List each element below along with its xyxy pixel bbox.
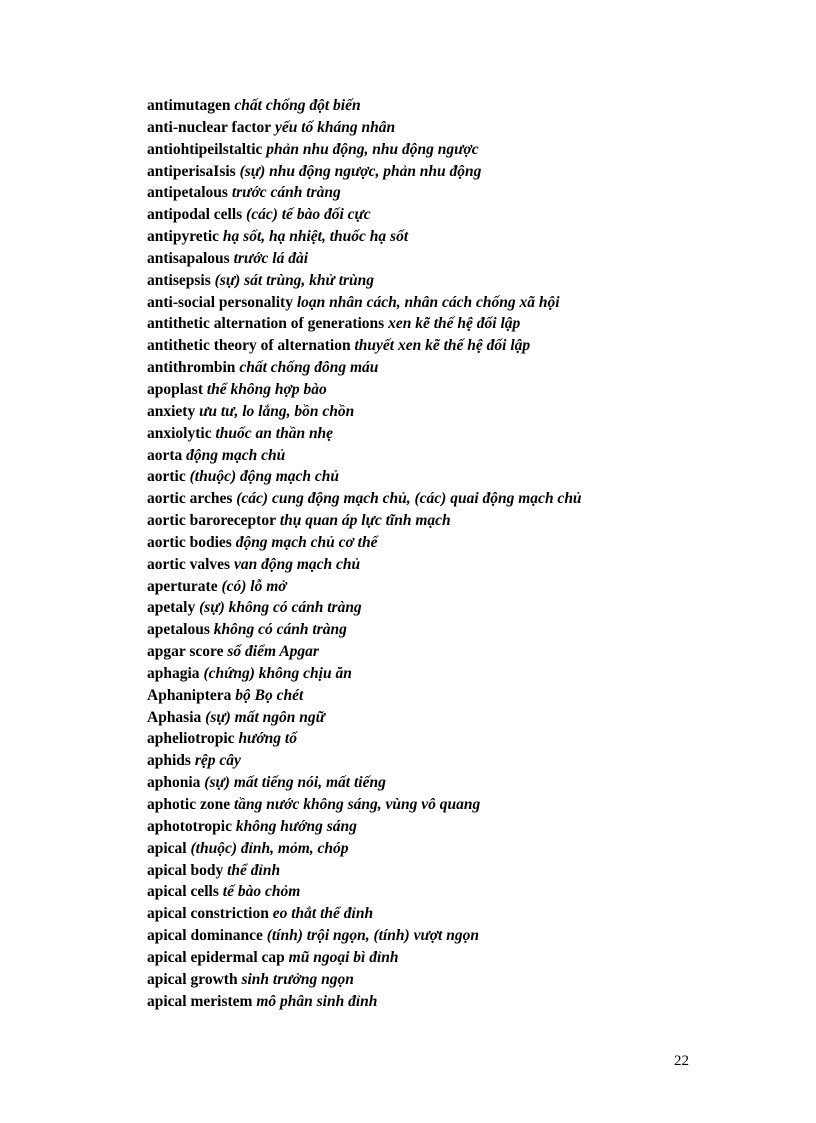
entry-term: apical epidermal cap <box>147 948 285 966</box>
entry-term: aphonia <box>147 774 201 792</box>
entry-term: apetalous <box>147 621 210 639</box>
entry-term: antipetalous <box>147 184 228 202</box>
glossary-entry <box>147 117 787 139</box>
entry-definition: chất chống đông máu <box>239 359 379 377</box>
entry-definition: không hướng sáng <box>235 817 357 835</box>
glossary-entry <box>147 881 787 903</box>
entry-definition: bộ Bọ chét <box>235 686 304 704</box>
glossary-entry <box>147 860 787 882</box>
entry-definition: tầng nước không sáng, vùng vô quang <box>233 796 481 813</box>
entry-term: aortic valves <box>147 555 231 573</box>
entry-definition: loạn nhân cách, nhân cách chống xã hội <box>296 293 560 311</box>
entry-term: anti-social personality <box>147 293 293 311</box>
glossary-entry <box>147 139 787 161</box>
glossary-entry <box>147 685 787 707</box>
entry-term: anxiolytic <box>147 424 212 442</box>
entry-definition: tế bào chỏm <box>222 883 301 901</box>
entry-definition: (thuộc) động mạch chủ <box>189 468 340 486</box>
entry-term: aperturate <box>147 577 218 595</box>
entry-term: antisapalous <box>147 249 230 267</box>
page-number: 22 <box>674 1053 689 1069</box>
entry-term: apical body <box>147 861 224 879</box>
entry-definition: (sự) sát trùng, khử trùng <box>214 271 375 289</box>
entry-definition: không có cánh tràng <box>213 621 347 639</box>
entry-definition: rệp cây <box>194 752 241 770</box>
entry-term: aphids <box>147 752 191 770</box>
entry-term: Aphaniptera <box>147 686 232 704</box>
glossary-entry <box>147 947 787 969</box>
entry-term: aphototropic <box>147 817 232 835</box>
entry-term: antithrombin <box>147 359 236 377</box>
glossary-entry <box>147 510 787 532</box>
glossary-entry <box>147 969 787 991</box>
entry-definition: số điểm Apgar <box>227 643 319 661</box>
entry-term: aortic bodies <box>147 533 232 551</box>
entry-term: apetaly <box>147 599 196 617</box>
glossary-entry <box>147 226 787 248</box>
glossary-entry <box>147 597 787 619</box>
glossary-entries <box>147 95 787 1012</box>
entry-definition: (sự) không có cánh tràng <box>199 599 362 617</box>
glossary-entry <box>147 619 787 641</box>
glossary-entry <box>147 401 787 423</box>
entry-term: apheliotropic <box>147 730 235 748</box>
glossary-entry <box>147 750 787 772</box>
glossary-entry <box>147 357 787 379</box>
entry-term: aphagia <box>147 664 200 682</box>
entry-definition: động mạch chủ cơ thể <box>235 533 378 551</box>
entry-definition: (các) tế bào đối cực <box>246 206 371 224</box>
entry-term: antipyretic <box>147 228 220 246</box>
entry-term: antiohtipeilstaltic <box>147 140 263 158</box>
entry-definition: mô phân sinh đỉnh <box>256 992 378 1010</box>
glossary-entry <box>147 663 787 685</box>
entry-term: antiperisaIsis <box>147 162 236 180</box>
entry-definition: (chứng) không chịu ăn <box>203 664 352 682</box>
entry-term: aortic <box>147 468 186 486</box>
glossary-entry <box>147 204 787 226</box>
entry-definition: mũ ngoại bì đỉnh <box>288 948 399 966</box>
glossary-entry <box>147 379 787 401</box>
entry-term: apical <box>147 839 187 857</box>
glossary-entry <box>147 313 787 335</box>
entry-term: antithetic theory of alternation <box>147 337 351 355</box>
glossary-entry <box>147 554 787 576</box>
entry-definition: hướng tố <box>238 730 297 748</box>
glossary-entry <box>147 445 787 467</box>
entry-term: apical dominance <box>147 927 263 945</box>
entry-definition: (tính) trội ngọn, (tính) vượt ngọn <box>266 927 479 945</box>
entry-definition: (thuộc) đỉnh, mỏm, chóp <box>190 839 349 857</box>
glossary-entry <box>147 423 787 445</box>
entry-definition: (sự) mất tiếng nói, mất tiếng <box>204 774 386 792</box>
entry-term: aortic baroreceptor <box>147 512 276 530</box>
entry-term: aortic arches <box>147 490 233 508</box>
entry-term: apgar score <box>147 643 224 661</box>
entry-definition: van động mạch chủ <box>233 555 361 573</box>
glossary-entry <box>147 641 787 663</box>
entry-term: apical cells <box>147 883 219 901</box>
entry-definition: thể không hợp bào <box>206 380 327 398</box>
glossary-entry <box>147 335 787 357</box>
glossary-entry <box>147 95 787 117</box>
entry-definition: phản nhu động, nhu động ngược <box>266 140 479 158</box>
entry-term: anti-nuclear factor <box>147 118 272 136</box>
glossary-entry <box>147 576 787 598</box>
glossary-entry <box>147 991 787 1013</box>
entry-term: apical meristem <box>147 992 253 1010</box>
entry-definition: hạ sốt, hạ nhiệt, thuốc hạ sốt <box>222 228 409 246</box>
entry-term: apical constriction <box>147 905 269 923</box>
glossary-entry <box>147 161 787 183</box>
entry-definition: thuốc an thần nhẹ <box>215 424 334 442</box>
entry-definition: (sự) mất ngôn ngữ <box>205 708 325 726</box>
entry-definition: thụ quan áp lực tĩnh mạch <box>279 512 451 530</box>
glossary-entry <box>147 707 787 729</box>
glossary-entry <box>147 466 787 488</box>
entry-definition: (sự) nhu động ngược, phản nhu động <box>239 162 482 180</box>
entry-term: Aphasia <box>147 708 202 726</box>
entry-term: aorta <box>147 446 183 464</box>
entry-definition: yếu tố kháng nhân <box>275 118 396 136</box>
glossary-entry <box>147 182 787 204</box>
entry-term: antithetic alternation of generations <box>147 315 385 333</box>
entry-definition: thể đỉnh <box>227 861 281 879</box>
entry-definition: (có) lỗ mở <box>221 577 287 595</box>
entry-term: anxiety <box>147 402 196 420</box>
glossary-entry <box>147 925 787 947</box>
entry-definition: thuyết xen kẽ thế hệ đối lập <box>354 337 531 355</box>
entry-definition: eo thắt thể đỉnh <box>272 905 374 923</box>
entry-definition: (các) cung động mạch chủ, (các) quai động mạch chủ <box>236 490 582 508</box>
glossary-entry <box>147 772 787 794</box>
entry-definition: sinh trưởng ngọn <box>241 970 354 988</box>
entry-definition: xen kẽ thế hệ đối lập <box>388 315 521 333</box>
glossary-entry <box>147 292 787 314</box>
entry-definition: trước lá đài <box>233 249 309 267</box>
glossary-entry <box>147 728 787 750</box>
entry-definition: chất chống đột biến <box>234 97 361 114</box>
entry-term: apical growth <box>147 970 238 988</box>
entry-term: apoplast <box>147 380 203 398</box>
entry-term: antimutagen <box>147 97 231 114</box>
entry-definition: động mạch chủ <box>186 446 286 464</box>
glossary-entry <box>147 532 787 554</box>
entry-term: aphotic zone <box>147 796 231 813</box>
glossary-entry <box>147 488 787 510</box>
glossary-entry <box>147 794 787 816</box>
entry-term: antisepsis <box>147 271 211 289</box>
entry-definition: trước cánh tràng <box>231 184 341 202</box>
glossary-entry <box>147 838 787 860</box>
entry-definition: ưu tư, lo lắng, bồn chồn <box>199 402 355 420</box>
glossary-entry <box>147 816 787 838</box>
entry-term: antipodal cells <box>147 206 243 224</box>
glossary-entry <box>147 903 787 925</box>
glossary-entry <box>147 270 787 292</box>
glossary-entry <box>147 248 787 270</box>
